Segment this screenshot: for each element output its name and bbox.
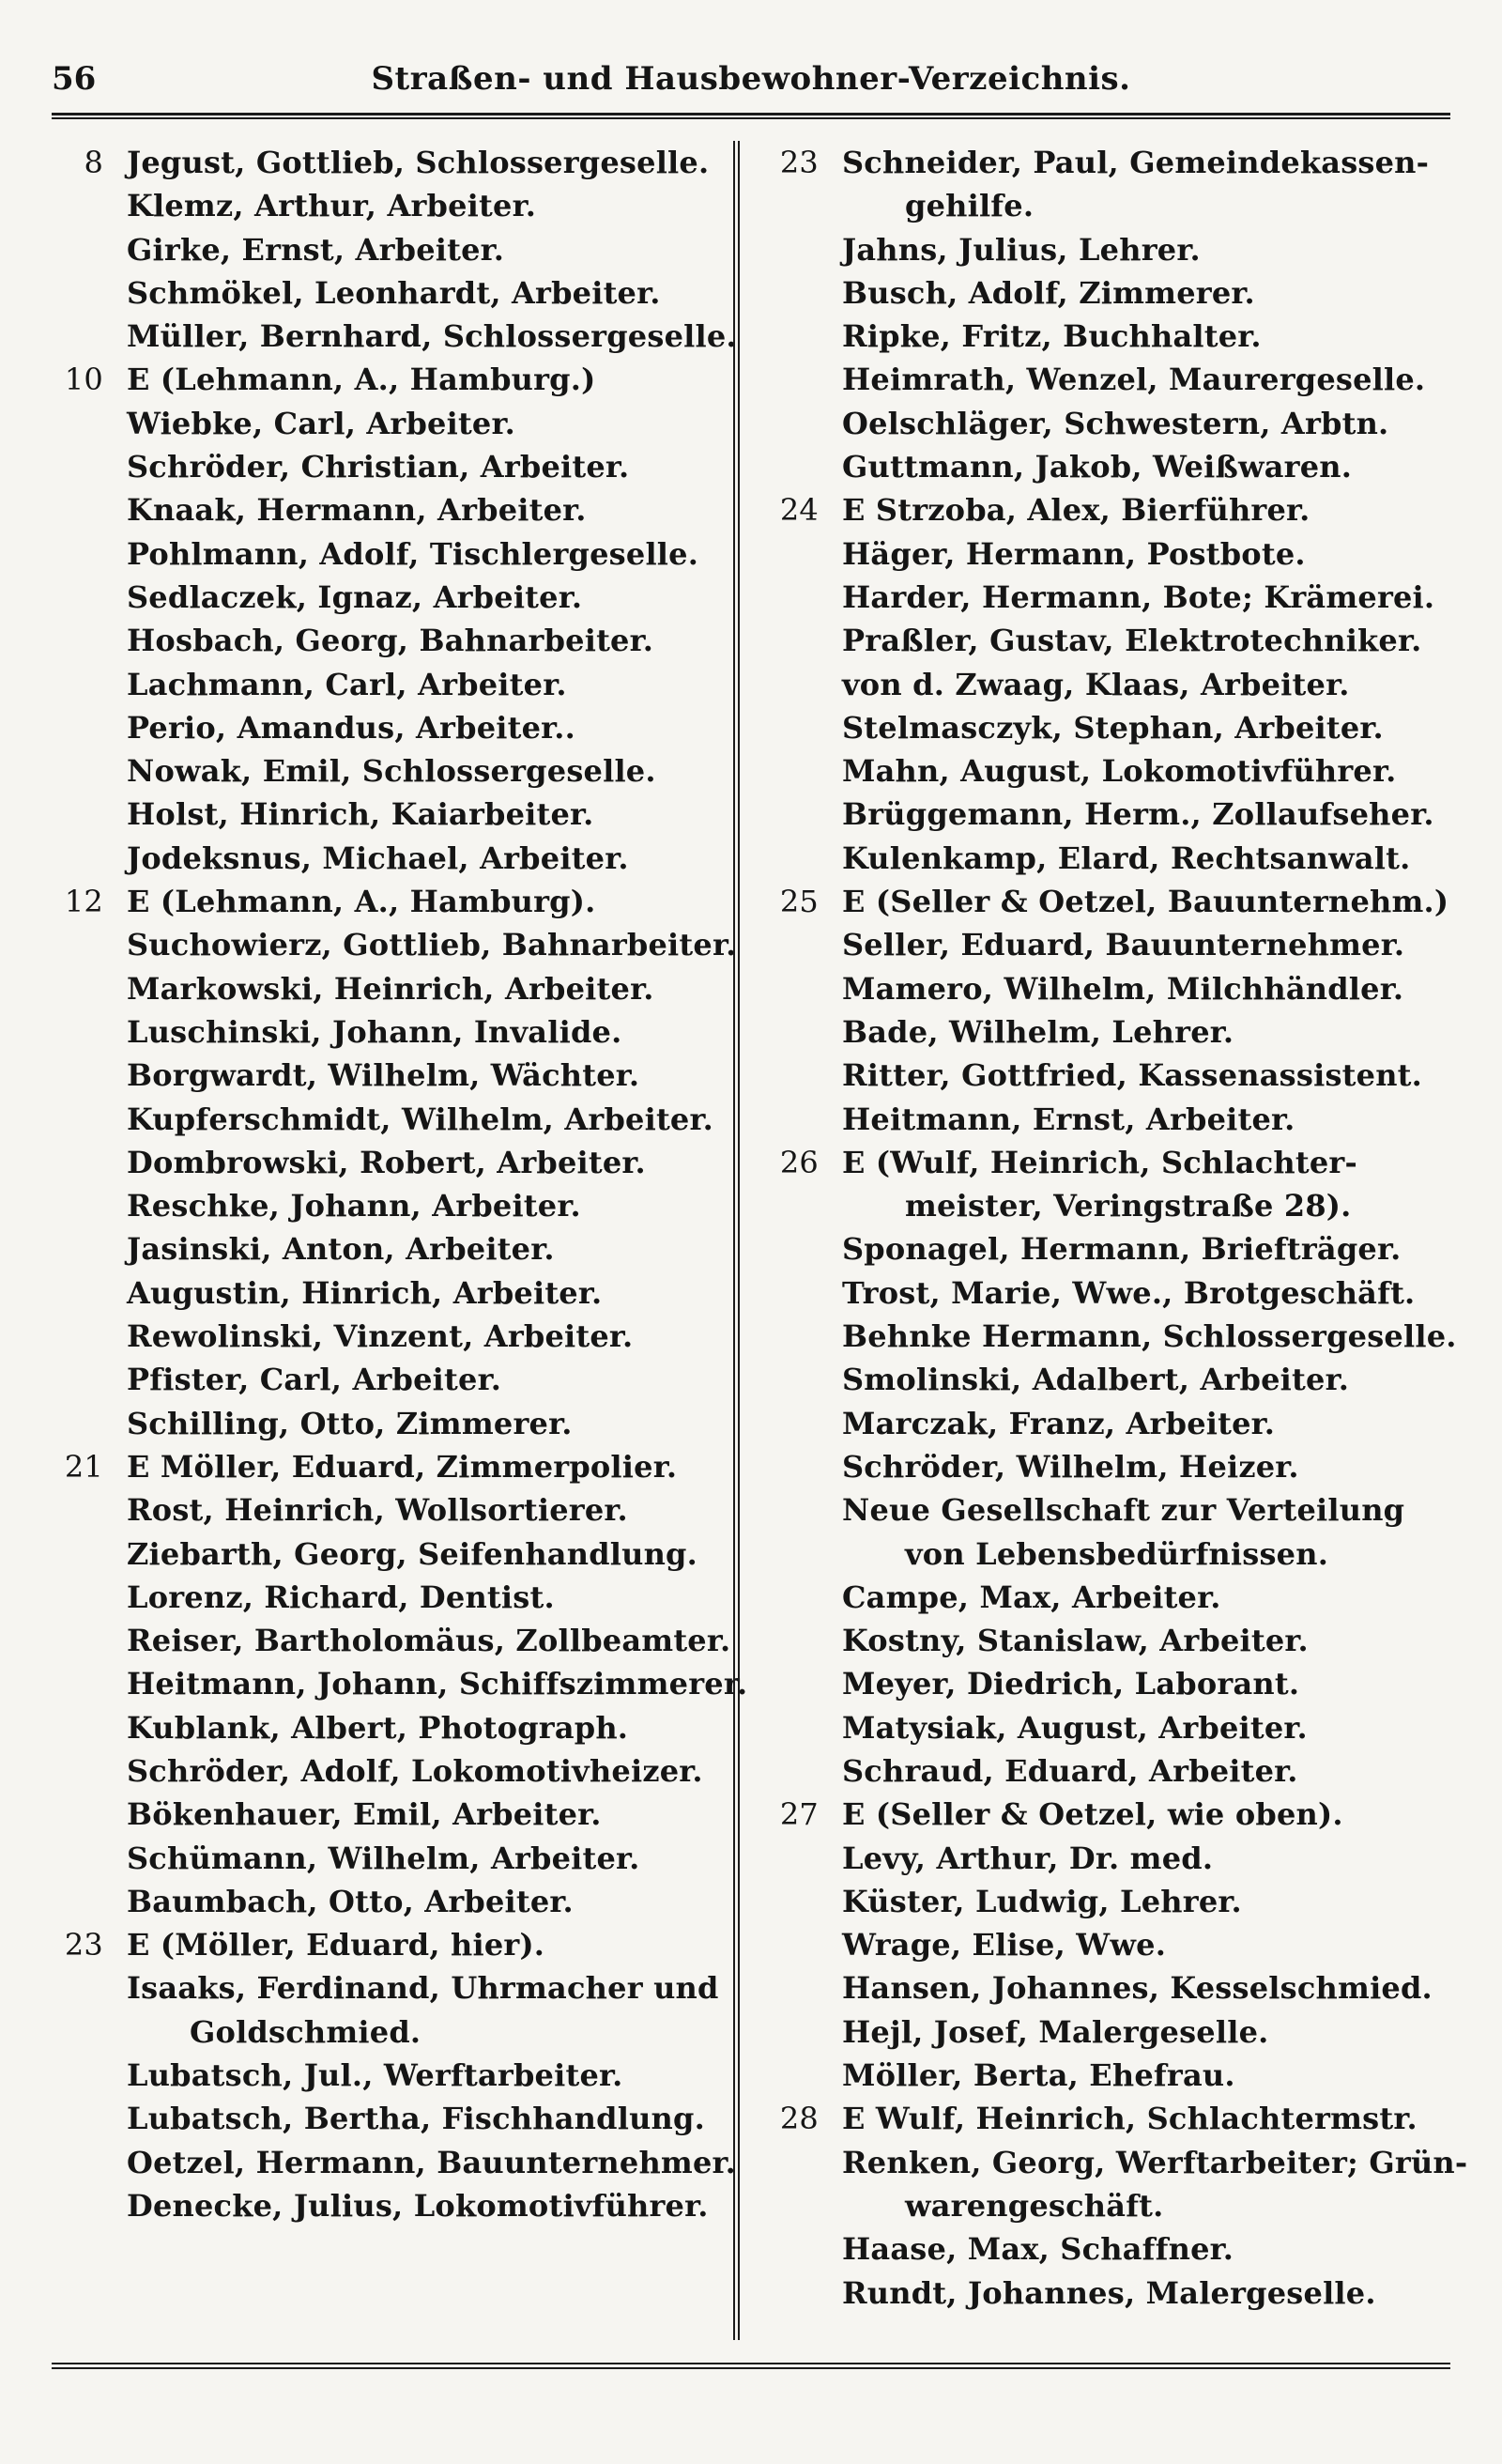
house-number: 23 — [64, 1927, 103, 1964]
resident-text: Brüggemann, Herm., Zollaufseher. — [842, 796, 1434, 833]
resident-text: E (Lehmann, A., Hamburg.) — [127, 362, 596, 398]
resident-text: Lubatsch, Bertha, Fischhandlung. — [127, 2101, 705, 2137]
resident-text: warengeschäft. — [905, 2187, 1164, 2224]
resident-entry — [56, 184, 723, 227]
resident-text: Schröder, Christian, Arbeiter. — [127, 449, 630, 485]
house-number-entry — [772, 1793, 1438, 1836]
resident-entry — [772, 445, 1438, 488]
resident-entry — [56, 1837, 723, 1880]
resident-text: Baumbach, Otto, Arbeiter. — [127, 1883, 574, 1919]
header-rule — [52, 113, 1450, 119]
resident-entry — [56, 1619, 731, 1662]
resident-text: Borgwardt, Wilhelm, Wächter. — [127, 1057, 640, 1094]
resident-entry — [772, 967, 1438, 1010]
house-number-entry — [772, 2097, 1438, 2140]
resident-entry — [772, 1315, 1457, 1358]
resident-text: Rost, Heinrich, Wollsortierer. — [127, 1492, 628, 1529]
resident-text: Marczak, Franz, Arbeiter. — [842, 1405, 1276, 1441]
house-number: 12 — [64, 884, 103, 920]
resident-entry — [772, 619, 1438, 662]
resident-entry — [56, 2184, 723, 2227]
resident-entry — [56, 1402, 723, 1445]
resident-text: Lubatsch, Jul., Werftarbeiter. — [127, 2057, 623, 2094]
house-number: 25 — [779, 884, 819, 920]
resident-entry — [56, 1966, 723, 2010]
house-number: 21 — [64, 1448, 103, 1485]
resident-text: Häger, Hermann, Postbote. — [842, 535, 1306, 572]
resident-entry — [772, 271, 1438, 315]
resident-entry — [56, 793, 723, 836]
resident-entry — [56, 706, 723, 749]
resident-text: gehilfe. — [905, 188, 1035, 224]
resident-text: Heitmann, Johann, Schiffszimmerer. — [127, 1666, 748, 1702]
resident-entry — [56, 1793, 723, 1836]
resident-text: Reiser, Bartholomäus, Zollbeamter. — [127, 1623, 731, 1659]
resident-text: Sedlaczek, Ignaz, Arbeiter. — [127, 578, 583, 615]
resident-text: Küster, Ludwig, Lehrer. — [842, 1883, 1242, 1919]
resident-entry — [56, 1662, 748, 1705]
resident-entry — [56, 2010, 723, 2054]
resident-text: Jegust, Gottlieb, Schlossergeselle. — [127, 145, 710, 180]
resident-text: Jodeksnus, Michael, Arbeiter. — [127, 839, 629, 876]
resident-entry — [772, 1358, 1438, 1401]
resident-text: Oetzel, Hermann, Bauunternehmer. — [127, 2144, 736, 2180]
resident-entry — [56, 1271, 723, 1315]
resident-text: Goldschmied. — [190, 2013, 421, 2050]
resident-entry — [56, 2097, 723, 2140]
resident-text: E (Seller & Oetzel, Bauunternehm.) — [842, 884, 1449, 920]
resident-entry — [772, 1576, 1438, 1619]
resident-text: Lorenz, Richard, Dentist. — [127, 1578, 555, 1615]
resident-entry — [772, 2184, 1438, 2227]
resident-text: Girke, Ernst, Arbeiter. — [127, 231, 505, 268]
resident-entry — [56, 1227, 723, 1270]
resident-entry — [772, 184, 1438, 227]
resident-text: Schröder, Adolf, Lokomotivheizer. — [127, 1752, 703, 1789]
resident-text: Renken, Georg, Werftarbeiter; Grün- — [842, 2144, 1468, 2180]
resident-text: Praßler, Gustav, Elektrotechniker. — [842, 623, 1422, 659]
resident-entry — [56, 488, 723, 531]
resident-entry — [56, 271, 723, 315]
resident-text: Klemz, Arthur, Arbeiter. — [127, 188, 537, 224]
resident-entry — [772, 2141, 1468, 2184]
resident-text: Schröder, Wilhelm, Heizer. — [842, 1448, 1299, 1485]
resident-entry — [56, 1706, 723, 1749]
resident-text: Pohlmann, Adolf, Tischlergeselle. — [127, 535, 699, 572]
resident-entry — [56, 532, 723, 576]
resident-entry — [772, 228, 1438, 271]
resident-entry — [772, 2272, 1438, 2315]
resident-text: Möller, Berta, Ehefrau. — [842, 2057, 1235, 2094]
resident-entry — [56, 1880, 723, 1923]
resident-text: von d. Zwaag, Klaas, Arbeiter. — [842, 666, 1350, 702]
resident-text: Pfister, Carl, Arbeiter. — [127, 1362, 502, 1398]
resident-text: Matysiak, August, Arbeiter. — [842, 1709, 1308, 1746]
resident-text: Jahns, Julius, Lehrer. — [842, 231, 1201, 268]
resident-text: E Strzoba, Alex, Bierführer. — [842, 492, 1310, 529]
resident-entry — [772, 1098, 1438, 1141]
resident-text: Jasinski, Anton, Arbeiter. — [127, 1231, 555, 1268]
resident-text: Bade, Wilhelm, Lehrer. — [842, 1013, 1234, 1050]
resident-text: Hosbach, Georg, Bahnarbeiter. — [127, 623, 654, 659]
page-number: 56 — [52, 60, 97, 98]
resident-text: Kublank, Albert, Photograph. — [127, 1709, 629, 1746]
resident-text: E Wulf, Heinrich, Schlachtermstr. — [842, 2101, 1418, 2137]
resident-entry — [772, 1271, 1438, 1315]
resident-text: Neue Gesellschaft zur Verteilung — [842, 1492, 1405, 1529]
house-number: 28 — [779, 2101, 819, 2137]
resident-text: Lachmann, Carl, Arbeiter. — [127, 666, 567, 702]
house-number-entry — [772, 141, 1438, 184]
footer-rule — [52, 2363, 1450, 2369]
resident-text: Smolinski, Adalbert, Arbeiter. — [842, 1362, 1350, 1398]
resident-text: Busch, Adolf, Zimmerer. — [842, 274, 1255, 311]
resident-text: Levy, Arthur, Dr. med. — [842, 1840, 1214, 1876]
resident-entry — [56, 315, 737, 358]
resident-text: Schilling, Otto, Zimmerer. — [127, 1405, 573, 1441]
resident-text: Isaaks, Ferdinand, Uhrmacher und — [127, 1970, 719, 2007]
resident-entry — [56, 1358, 723, 1401]
resident-text: Schneider, Paul, Gemeindekassen- — [842, 145, 1430, 180]
left-column — [56, 141, 748, 2227]
resident-entry — [56, 1054, 723, 1097]
resident-text: Luschinski, Johann, Invalide. — [127, 1013, 622, 1050]
resident-text: E Möller, Eduard, Zimmerpolier. — [127, 1448, 678, 1485]
resident-text: von Lebensbedürfnissen. — [905, 1535, 1329, 1572]
resident-text: Kulenkamp, Elard, Rechtsanwalt. — [842, 839, 1411, 876]
resident-text: Sponagel, Hermann, Briefträger. — [842, 1231, 1402, 1268]
house-number-entry — [56, 141, 723, 184]
resident-entry — [772, 1488, 1438, 1532]
resident-entry — [56, 576, 723, 619]
house-number-entry — [772, 880, 1449, 923]
resident-text: Reschke, Johann, Arbeiter. — [127, 1188, 581, 1224]
resident-entry — [772, 1532, 1438, 1576]
resident-text: Schraud, Eduard, Arbeiter. — [842, 1752, 1298, 1789]
resident-entry — [56, 2141, 736, 2184]
resident-text: E (Möller, Eduard, hier). — [127, 1927, 545, 1964]
resident-entry — [56, 837, 723, 880]
resident-text: Ritter, Gottfried, Kassenassistent. — [842, 1057, 1422, 1094]
resident-text: Rundt, Johannes, Malergeselle. — [842, 2274, 1376, 2311]
resident-text: E (Seller & Oetzel, wie oben). — [842, 1796, 1343, 1833]
resident-entry — [772, 1010, 1438, 1054]
resident-entry — [772, 2010, 1438, 2054]
resident-text: Haase, Max, Schaffner. — [842, 2231, 1234, 2268]
resident-entry — [772, 923, 1438, 966]
resident-text: Wiebke, Carl, Arbeiter. — [127, 405, 515, 441]
resident-text: Ziebarth, Georg, Seifenhandlung. — [127, 1535, 697, 1572]
resident-text: Campe, Max, Arbeiter. — [842, 1578, 1221, 1615]
resident-text: Bökenhauer, Emil, Arbeiter. — [127, 1796, 602, 1833]
resident-entry — [772, 1227, 1438, 1270]
house-number: 8 — [84, 145, 103, 180]
resident-text: Nowak, Emil, Schlossergeselle. — [127, 753, 656, 790]
resident-entry — [772, 1184, 1438, 1227]
resident-text: meister, Veringstraße 28). — [905, 1188, 1352, 1224]
resident-entry — [772, 532, 1438, 576]
house-number-entry — [56, 1923, 723, 1966]
house-number: 26 — [779, 1144, 819, 1180]
resident-text: Hansen, Johannes, Kesselschmied. — [842, 1970, 1433, 2007]
resident-text: Rewolinski, Vinzent, Arbeiter. — [127, 1318, 634, 1355]
resident-entry — [56, 923, 737, 966]
resident-entry — [772, 749, 1438, 793]
resident-entry — [772, 1402, 1438, 1445]
resident-text: Heimrath, Wenzel, Maurergeselle. — [842, 362, 1426, 398]
resident-text: Müller, Bernhard, Schlossergeselle. — [127, 318, 737, 355]
resident-entry — [56, 663, 723, 706]
resident-entry — [772, 1749, 1438, 1793]
house-number: 27 — [779, 1796, 819, 1833]
resident-entry — [772, 837, 1438, 880]
resident-text: Ripke, Fritz, Buchhalter. — [842, 318, 1262, 355]
resident-entry — [56, 967, 723, 1010]
resident-entry — [772, 1966, 1438, 2010]
resident-entry — [772, 663, 1438, 706]
resident-text: E (Lehmann, A., Hamburg). — [127, 884, 596, 920]
resident-entry — [56, 1315, 723, 1358]
resident-entry — [772, 315, 1438, 358]
resident-text: Knaak, Hermann, Arbeiter. — [127, 492, 587, 529]
resident-entry — [772, 1054, 1438, 1097]
resident-entry — [772, 1837, 1438, 1880]
resident-text: Kupferschmidt, Wilhelm, Arbeiter. — [127, 1101, 713, 1137]
resident-entry — [772, 1662, 1438, 1705]
resident-entry — [56, 1010, 723, 1054]
house-number: 10 — [64, 362, 103, 398]
resident-entry — [56, 1184, 723, 1227]
resident-entry — [772, 576, 1438, 619]
resident-entry — [772, 1445, 1438, 1488]
resident-text: Behnke Hermann, Schlossergeselle. — [842, 1318, 1457, 1355]
house-number-entry — [56, 358, 723, 401]
resident-entry — [772, 358, 1438, 401]
resident-text: Mamero, Wilhelm, Milchhändler. — [842, 970, 1404, 1007]
resident-entry — [772, 1619, 1438, 1662]
resident-text: Holst, Hinrich, Kaiarbeiter. — [127, 796, 594, 833]
resident-entry — [772, 1880, 1438, 1923]
resident-text: Kostny, Stanislaw, Arbeiter. — [842, 1623, 1309, 1659]
resident-entry — [56, 1749, 723, 1793]
resident-text: Schmökel, Leonhardt, Arbeiter. — [127, 274, 661, 311]
resident-entry — [56, 1141, 723, 1184]
resident-text: Mahn, August, Lokomotivführer. — [842, 753, 1397, 790]
resident-entry — [772, 1923, 1438, 1966]
resident-text: Markowski, Heinrich, Arbeiter. — [127, 970, 654, 1007]
house-number-entry — [772, 1141, 1438, 1184]
resident-text: Oelschläger, Schwestern, Arbtn. — [842, 405, 1389, 441]
resident-entry — [772, 793, 1438, 836]
resident-text: Meyer, Diedrich, Laborant. — [842, 1666, 1300, 1702]
resident-text: Harder, Hermann, Bote; Krämerei. — [842, 578, 1435, 615]
resident-text: E (Wulf, Heinrich, Schlachter- — [842, 1144, 1357, 1180]
resident-entry — [56, 1098, 723, 1141]
house-number: 23 — [779, 145, 819, 180]
resident-text: Hejl, Josef, Malergeselle. — [842, 2013, 1269, 2050]
resident-entry — [772, 1706, 1438, 1749]
resident-entry — [56, 445, 723, 488]
resident-entry — [56, 619, 723, 662]
running-title: Straßen- und Hausbewohner-Verzeichnis. — [371, 60, 1131, 98]
resident-entry — [772, 2054, 1438, 2097]
right-column — [772, 141, 1468, 2315]
resident-text: Schümann, Wilhelm, Arbeiter. — [127, 1840, 640, 1876]
resident-text: Stelmasczyk, Stephan, Arbeiter. — [842, 709, 1384, 746]
house-number-entry — [56, 880, 723, 923]
column-divider — [733, 141, 740, 2340]
resident-entry — [56, 1576, 723, 1619]
resident-text: Perio, Amandus, Arbeiter.. — [127, 709, 575, 746]
resident-entry — [56, 2054, 723, 2097]
house-number-entry — [772, 488, 1438, 531]
resident-text: Guttmann, Jakob, Weißwaren. — [842, 449, 1353, 485]
resident-text: Denecke, Julius, Lokomotivführer. — [127, 2187, 709, 2224]
resident-text: Seller, Eduard, Bauunternehmer. — [842, 927, 1405, 963]
resident-entry — [56, 228, 723, 271]
resident-entry — [772, 402, 1438, 445]
resident-entry — [772, 2227, 1438, 2271]
resident-text: Wrage, Elise, Wwe. — [842, 1927, 1167, 1964]
resident-text: Trost, Marie, Wwe., Brotgeschäft. — [842, 1274, 1416, 1311]
resident-text: Heitmann, Ernst, Arbeiter. — [842, 1101, 1295, 1137]
resident-entry — [56, 1488, 723, 1532]
resident-text: Dombrowski, Robert, Arbeiter. — [127, 1144, 646, 1180]
page-header — [52, 60, 1450, 107]
resident-entry — [56, 402, 723, 445]
house-number: 24 — [779, 492, 819, 529]
resident-entry — [772, 706, 1438, 749]
resident-text: Suchowierz, Gottlieb, Bahnarbeiter. — [127, 927, 737, 963]
resident-entry — [56, 749, 723, 793]
resident-entry — [56, 1532, 723, 1576]
house-number-entry — [56, 1445, 723, 1488]
resident-text: Augustin, Hinrich, Arbeiter. — [127, 1274, 603, 1311]
